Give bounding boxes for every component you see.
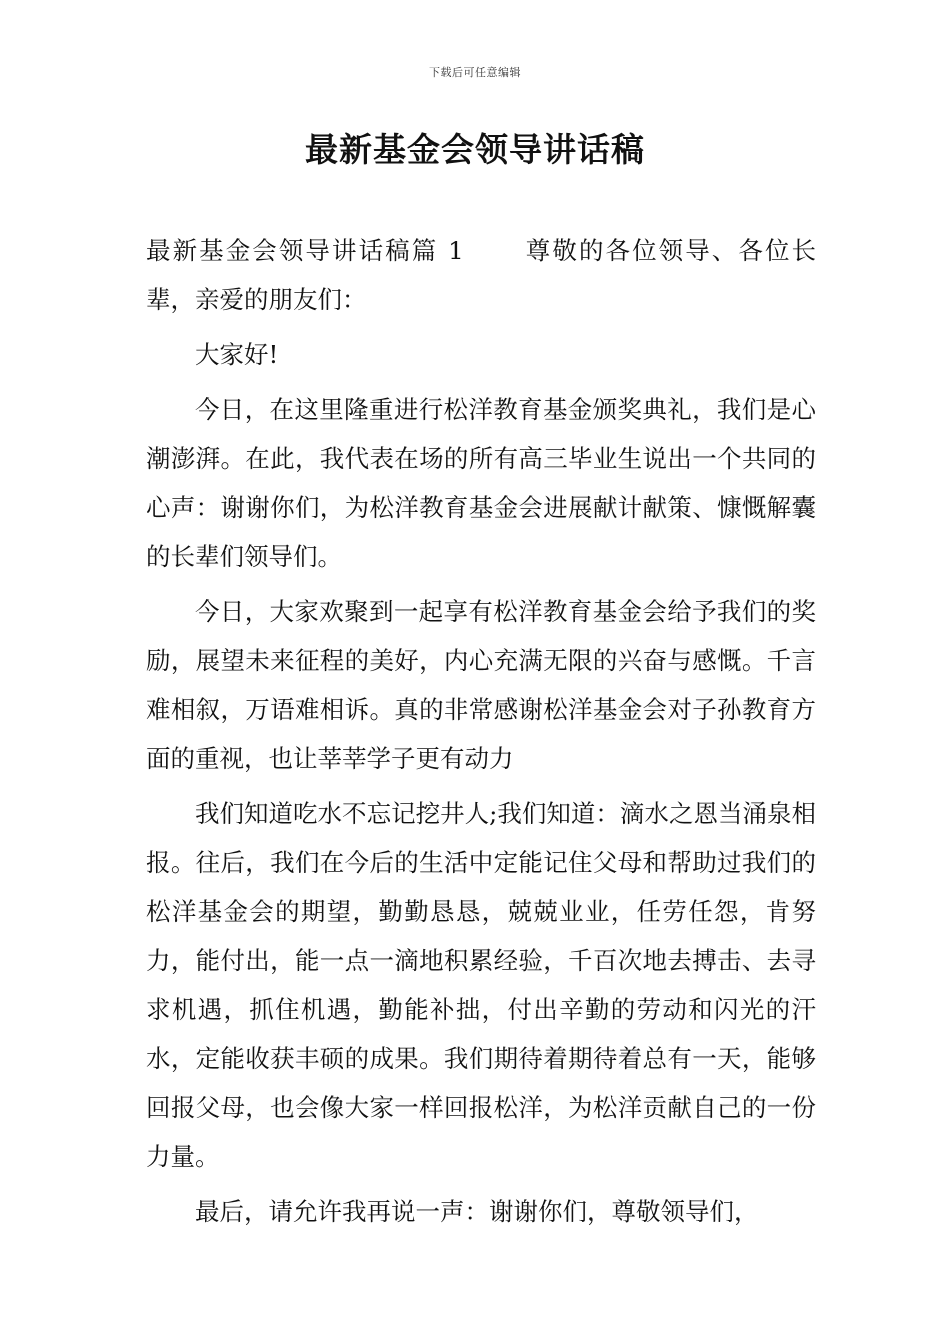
- paragraph-greeting: 大家好!: [195, 340, 279, 369]
- paragraph-gratitude: 我们知道吃水不忘记挖井人;我们知道：滴水之恩当涌泉相报。往后，我们在今后的生活中定能记住父母和帮助过我们的松洋基金会的期望，勤勤恳恳，兢兢业业，任劳任怨，肯努力，能付出，能一点一滴地积累经验，千百次地去搏击、去寻求机遇，抓住机遇，勤能补拙，付出辛勤的劳动和闪光的汗水，定能收获丰硕的成果。我们期待着期待着总有一天，能够回报父母，也会像大家一样回报松洋，为松洋贡献自己的一份力量。: [146, 799, 816, 1171]
- paragraph-gathering: 今日，大家欢聚到一起享有松洋教育基金会给予我们的奖励，展望未来征程的美好，内心充满无限的兴奋与感慨。千言难相叙，万语难相诉。真的非常感谢松洋基金会对子孙教育方面的重视，也让莘莘学子更有动力: [146, 597, 816, 773]
- header-note: 下载后可任意编辑: [429, 66, 521, 79]
- document-body: [146, 226, 816, 1236]
- intro-heading: 最新基金会领导讲话稿篇 1: [146, 236, 464, 265]
- paragraph-closing: 最后，请允许我再说一声：谢谢你们，尊敬领导们，: [195, 1197, 759, 1226]
- document-title: 最新基金会领导讲话稿: [305, 130, 645, 169]
- intro-salutation: 尊敬的各位领导、各位长辈，亲爱的朋友们：: [146, 236, 817, 314]
- paragraph-ceremony: 今日，在这里隆重进行松洋教育基金颁奖典礼，我们是心潮澎湃。在此，我代表在场的所有高三毕业生说出一个共同的心声：谢谢你们，为松洋教育基金会进展献计献策、慷慨解囊的长辈们领导们。: [146, 395, 816, 571]
- intro-paragraph: [146, 226, 816, 324]
